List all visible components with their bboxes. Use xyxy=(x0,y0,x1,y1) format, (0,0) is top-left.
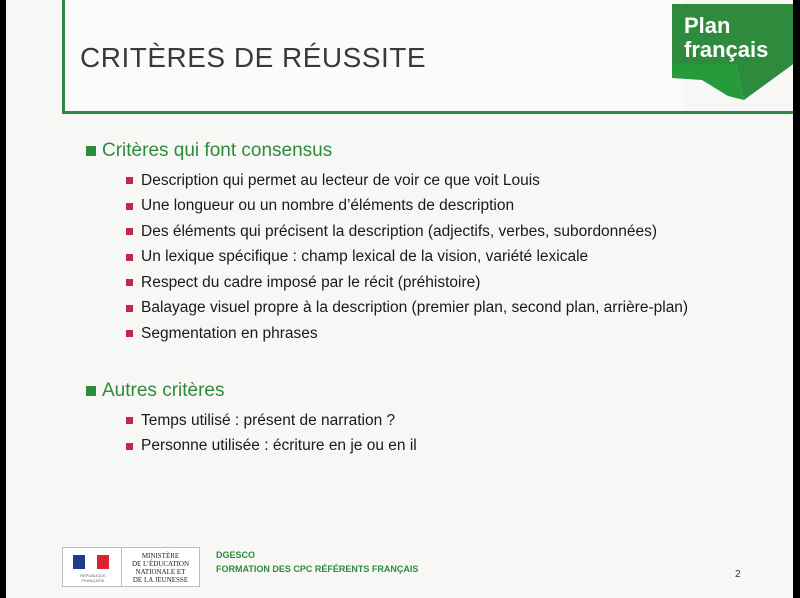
red-square-bullet-icon xyxy=(126,203,133,210)
list-item: Balayage visuel propre à la description (premier plan, second plan, arrière-plan) xyxy=(126,296,688,322)
logo-line-1: Plan xyxy=(684,13,731,38)
list-item: Des éléments qui précisent la description (adjectifs, verbes, subordonnées) xyxy=(126,219,688,245)
red-square-bullet-icon xyxy=(126,305,133,312)
plan-francais-logo xyxy=(672,4,793,100)
rf-label: RÉPUBLIQUE FRANÇAISE xyxy=(80,573,106,583)
red-square-bullet-icon xyxy=(126,177,133,184)
section-consensus xyxy=(86,140,688,347)
section-others xyxy=(86,380,417,459)
french-flag-icon xyxy=(73,555,109,569)
list-item: Un lexique spécifique : champ lexical de la vision, variété lexicale xyxy=(126,245,688,271)
ministry-name: MINISTÈRE DE L’ÉDUCATION NATIONALE ET DE LA JEUNESSE xyxy=(131,552,190,584)
red-square-bullet-icon xyxy=(126,417,133,424)
red-square-bullet-icon xyxy=(126,330,133,337)
list-item: Temps utilisé : présent de narration ? xyxy=(126,408,417,434)
section-heading: Autres critères xyxy=(102,380,225,401)
list-item: Segmentation en phrases xyxy=(126,321,688,347)
green-square-bullet-icon xyxy=(86,146,96,156)
list-item: Personne utilisée : écriture en je ou en il xyxy=(126,434,417,460)
list-item: Description qui permet au lecteur de voir ce que voit Louis xyxy=(126,168,688,194)
red-square-bullet-icon xyxy=(126,279,133,286)
logo-line-2: français xyxy=(684,37,769,62)
green-square-bullet-icon xyxy=(86,386,96,396)
ministry-logo xyxy=(62,547,200,587)
section-heading: Critères qui font consensus xyxy=(102,140,333,161)
slide-title: CRITÈRES DE RÉUSSITE xyxy=(80,42,427,73)
page-number: 2 xyxy=(735,569,741,580)
training-name: FORMATION DES CPC RÉFÉRENTS FRANÇAIS xyxy=(216,564,419,574)
criteria-list xyxy=(86,168,688,347)
slide xyxy=(6,0,793,598)
red-square-bullet-icon xyxy=(126,443,133,450)
criteria-list xyxy=(86,408,417,459)
footer-org xyxy=(216,548,418,576)
red-square-bullet-icon xyxy=(126,228,133,235)
list-item: Une longueur ou un nombre d’éléments de description xyxy=(126,194,688,220)
list-item: Respect du cadre imposé par le récit (préhistoire) xyxy=(126,270,688,296)
org-name: DGESCO xyxy=(216,550,256,560)
red-square-bullet-icon xyxy=(126,254,133,261)
